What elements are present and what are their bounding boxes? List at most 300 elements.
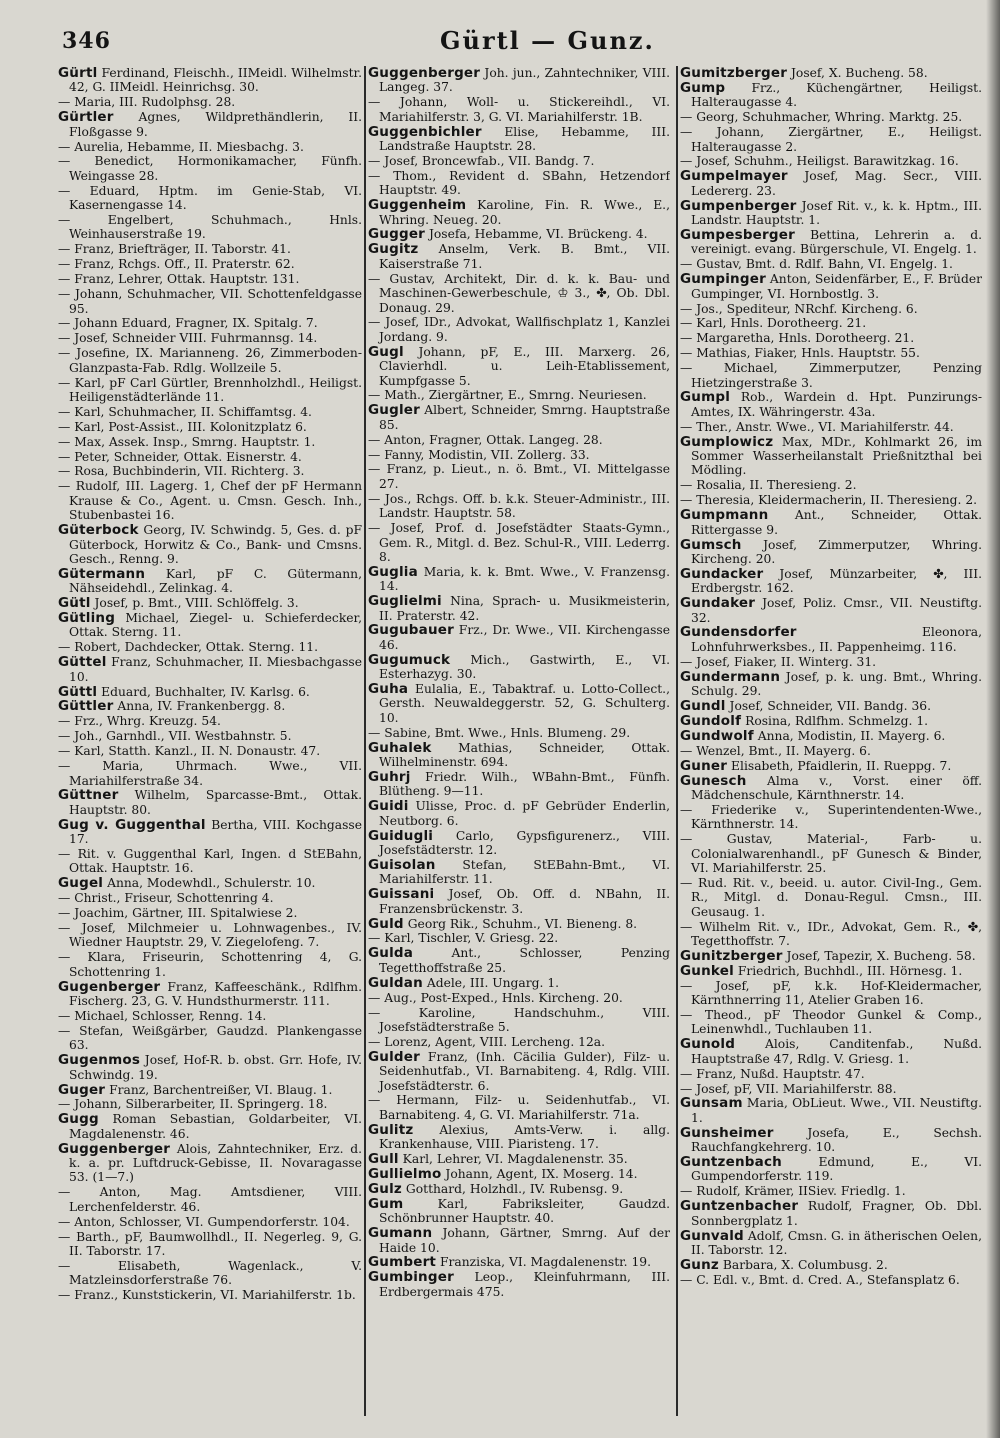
entry-surname: Gumplowicz: [680, 433, 774, 450]
directory-entry: [58, 655, 362, 684]
entry-details: Karoline, Fin. R. Wwe., E., Whring. Neueg. 20.: [379, 198, 670, 227]
entry-surname: Guldan: [368, 974, 423, 991]
entry-details: — Lorenz, Agent, VIII. Lercheng. 12a.: [368, 1034, 606, 1049]
entry-surname: Gütermann: [58, 565, 146, 582]
entry-details: Agnes, Wildprethändlerin, II. Floßgasse 9.: [69, 110, 362, 139]
directory-entry: [58, 435, 362, 449]
entry-surname: Guissani: [368, 886, 435, 903]
entry-surname: Gumpmann: [680, 507, 769, 524]
entry-surname: Güttner: [58, 787, 119, 804]
directory-entry: [58, 331, 362, 345]
entry-details: — Friederike v., Superintendenten-Wwe., Kärnthnerstr. 14.: [680, 802, 982, 832]
column-divider: [364, 66, 366, 1416]
directory-entry: [680, 567, 982, 596]
entry-details: Mathias, Schneider, Ottak. Wilhelminenstr. 694.: [379, 740, 670, 770]
column-2: [368, 66, 670, 1426]
entry-details: — Gustav, Bmt. d. Rdlf. Bahn, VI. Engelg. 1.: [680, 257, 953, 272]
entry-details: Alma v., Vorst. einer öff. Mädchenschule, Kärnthnerstr. 14.: [691, 773, 982, 802]
entry-details: Josef, Mag. Secr., VIII. Ledererg. 23.: [691, 169, 982, 198]
directory-entry: [58, 346, 362, 375]
entry-surname: Gunold: [680, 1036, 736, 1053]
entry-details: Friedrich, Buchhdl., III. Hörnesg. 1.: [737, 963, 963, 978]
directory-entry: [680, 302, 982, 316]
entry-details: Roman Sebastian, Goldarbeiter, VI. Magdalenenstr. 46.: [69, 1112, 362, 1141]
entry-details: — Rudolf, III. Lagerg. 1, Chef der pF Hermann Krause & Co., Agent. u. Cmsn. Gesch. Inh., Stubenbastei 16.: [58, 479, 362, 523]
entry-details: — Mathias, Fiaker, Hnls. Hauptstr. 55.: [680, 346, 920, 361]
directory-entry: [680, 478, 982, 492]
directory-entry: [58, 464, 362, 478]
directory-entry: [680, 714, 982, 728]
directory-entry: [58, 1259, 362, 1288]
entry-surname: Guhrj: [368, 769, 411, 785]
entry-details: — Margaretha, Hnls. Dorotheerg. 21.: [680, 331, 915, 346]
directory-entry: [58, 1215, 362, 1229]
directory-entry: [58, 66, 362, 95]
entry-details: Josefa, E., Sechsh. Rauchfangkehrerg. 10.: [691, 1125, 982, 1155]
directory-entry: [680, 361, 982, 390]
directory-entry: [680, 538, 982, 567]
directory-entry: [680, 154, 982, 168]
entry-surname: Gugitz: [368, 241, 419, 258]
entry-details: — Johann Eduard, Fragner, IX. Spitalg. 7.: [58, 316, 318, 331]
directory-entry: [58, 950, 362, 979]
directory-entry: [58, 405, 362, 419]
directory-entry: [368, 917, 670, 931]
entry-details: — Franz, Lehrer, Ottak. Hauptstr. 131.: [58, 272, 300, 287]
entry-surname: Gulder: [368, 1048, 420, 1065]
directory-entry: [368, 1050, 670, 1093]
entry-details: — Josef, IDr., Advokat, Wallfischplatz 1, Kanzlei Jordang. 9.: [368, 315, 670, 344]
entry-details: — Fanny, Modistin, VII. Zollerg. 33.: [368, 447, 590, 462]
page-edge-shadow: [986, 0, 1000, 1438]
entry-details: Franz, Kaffeeschänk., Rdlfhm. Fischerg. 23, G. V. Hundsthurmerstr. 111.: [69, 979, 362, 1009]
directory-entry: [680, 1126, 982, 1155]
entry-surname: Gugenberger: [58, 978, 161, 995]
entry-details: Franziska, VI. Magdalenenstr. 19.: [440, 1255, 652, 1270]
directory-entry: [680, 1229, 982, 1258]
entry-details: Joh. jun., Zahntechniker, VIII. Langeg. 37.: [379, 66, 670, 95]
entry-details: — Math., Ziergärtner, E., Smrng. Neuriesen.: [368, 388, 647, 403]
entry-surname: Gumbinger: [368, 1269, 454, 1286]
directory-entry: [368, 799, 670, 828]
entry-surname: Güttler: [58, 698, 114, 715]
directory-entry: [58, 376, 362, 405]
entry-details: — Barth., pF, Baumwollhdl., II. Negerleg. 9, G. II. Taborstr. 17.: [58, 1229, 362, 1258]
directory-entry: [680, 949, 982, 963]
directory-entry: [58, 213, 362, 242]
directory-entry: [368, 1182, 670, 1196]
entry-details: Ulisse, Proc. d. pF Gebrüder Enderlin, Neutborg. 6.: [379, 799, 670, 828]
entry-surname: Gürtl: [58, 66, 98, 81]
directory-entry: [368, 887, 670, 916]
directory-entry: [58, 184, 362, 213]
entry-surname: Gulz: [368, 1180, 402, 1197]
entry-details: — Theresia, Kleidermacherin, II. Theresieng. 2.: [680, 493, 978, 508]
page-header: [0, 20, 1000, 60]
directory-entry: [680, 670, 982, 699]
entry-details: — Rosa, Buchbinderin, VII. Richterg. 3.: [58, 464, 305, 479]
entry-details: Josef, Zimmerputzer, Whring. Kircheng. 20.: [691, 537, 982, 566]
entry-details: Josefa, Hebamme, VI. Brückeng. 4.: [428, 227, 648, 242]
directory-entry: [368, 242, 670, 271]
directory-entry: [58, 729, 362, 743]
entry-details: — Josef, Broncewfab., VII. Bandg. 7.: [368, 153, 595, 168]
entry-details: — Thom., Revident d. SBahn, Hetzendorf Hauptstr. 49.: [368, 168, 670, 198]
entry-details: — Rudolf, Krämer, IISiev. Friedlg. 1.: [680, 1184, 906, 1199]
entry-details: — Anton, Mag. Amtsdiener, VIII. Lerchenfelderstr. 46.: [58, 1185, 362, 1214]
directory-entry: [680, 1096, 982, 1125]
entry-details: — Josef, Prof. d. Josefstädter Staats-Gymn., Gem. R., Mitgl. d. Bez. Schul-R., VIII. Lederrg. 8.: [368, 521, 670, 564]
entry-details: — Franz, Briefträger, II. Taborstr. 41.: [58, 242, 291, 257]
directory-entry: [680, 979, 982, 1008]
entry-details: — Aurelia, Hebamme, II. Miesbachg. 3.: [58, 139, 304, 154]
entry-details: — Maria, III. Rudolphsg. 28.: [58, 95, 236, 110]
entry-details: — Johann, Ziergärtner, E., Heiligst. Halteraugasse 2.: [680, 125, 982, 154]
entry-details: Eleonora, Lohnfuhrwerksbes., II. Pappenheimg. 116.: [691, 625, 982, 654]
directory-entry: [680, 125, 982, 154]
directory-entry: [368, 169, 670, 198]
directory-entry: [58, 744, 362, 758]
entry-surname: Gugler: [368, 402, 420, 419]
entry-details: Wilhelm, Sparcasse-Bmt., Ottak. Hauptstr. 80.: [69, 788, 362, 817]
directory-entry: [368, 858, 670, 887]
entry-surname: Güttl: [58, 683, 98, 700]
entry-details: — Josef, Fiaker, II. Winterg. 31.: [680, 654, 877, 669]
directory-entry: [368, 521, 670, 564]
entry-details: — Rosalia, II. Theresieng. 2.: [680, 478, 857, 493]
directory-entry: [58, 1024, 362, 1053]
directory-entry: [58, 611, 362, 640]
entry-details: Stefan, StEBahn-Bmt., VI. Mariahilferstr. 11.: [379, 857, 670, 887]
entry-details: — Karoline, Handschuhm., VIII. Josefstädterstraße 5.: [368, 1005, 670, 1034]
directory-entry: [58, 1185, 362, 1214]
entry-details: — Karl, Schuhmacher, II. Schiffamtsg. 4.: [58, 404, 312, 419]
entry-details: — Benedict, Hormonikamacher, Fünfh. Weingasse 28.: [58, 154, 362, 183]
entry-details: Rob., Wardein d. Hpt. Punzirungs-Amtes, IX. Währingerstr. 43a.: [691, 390, 982, 419]
directory-entry: [368, 1152, 670, 1166]
entry-details: — Christ., Friseur, Schottenring 4.: [58, 891, 274, 906]
entry-surname: Güterbock: [58, 522, 139, 539]
directory-entry: [368, 682, 670, 725]
entry-surname: Gumpenberger: [680, 197, 797, 214]
directory-entry: [58, 523, 362, 566]
entry-details: Ant., Schneider, Ottak. Rittergasse 9.: [691, 508, 982, 537]
entry-details: Anselm, Verk. B. Bmt., VII. Kaiserstraße 71.: [379, 242, 670, 271]
directory-entry: [58, 287, 362, 316]
entry-details: Anton, Seidenfärber, E., F. Brüder Gumpinger, VI. Hornbostlg. 3.: [691, 272, 982, 301]
entry-surname: Gundacker: [680, 565, 764, 582]
entry-details: Anna, IV. Frankenbergg. 8.: [117, 699, 286, 714]
entry-details: — Jos., Rchgs. Off. b. k.k. Steuer-Administr., III. Landstr. Hauptstr. 58.: [368, 491, 670, 521]
entry-surname: Gullielmo: [368, 1165, 442, 1182]
entry-details: — Johann, Silberarbeiter, II. Springerg. 18.: [58, 1097, 328, 1112]
entry-details: Josef, Schneider, VII. Bandg. 36.: [729, 698, 932, 713]
directory-entry: [58, 154, 362, 183]
directory-entry: [58, 567, 362, 596]
entry-details: Anna, Modistin, II. Mayerg. 6.: [757, 728, 946, 743]
directory-entry: [368, 991, 670, 1005]
directory-entry: [58, 479, 362, 522]
directory-entry: [680, 964, 982, 978]
directory-entry: [680, 744, 982, 758]
directory-entry: [680, 81, 982, 110]
entry-details: Josef, Poliz. Cmsr., VII. Neustiftg. 32.: [691, 596, 982, 625]
directory-entry: [368, 1270, 670, 1299]
directory-entry: [680, 493, 982, 507]
column-3: [680, 66, 982, 1426]
directory-entry: [368, 95, 670, 124]
entry-details: — Frz., Whrg. Kreuzg. 54.: [58, 714, 221, 729]
entry-surname: Gunesch: [680, 772, 747, 789]
directory-entry: [58, 1142, 362, 1185]
entry-surname: Guisolan: [368, 856, 436, 873]
entry-surname: Guld: [368, 915, 404, 932]
entry-details: Adolf, Cmsn. G. in ätherischen Oelen, II. Taborstr. 12.: [691, 1228, 982, 1257]
directory-entry: [680, 625, 982, 654]
directory-entry: [368, 433, 670, 447]
directory-entry: [58, 450, 362, 464]
entry-surname: Gumann: [368, 1225, 433, 1242]
entry-surname: Gug v. Guggenthal: [58, 816, 206, 833]
column-1: [58, 66, 362, 1426]
entry-details: Rudolf, Fragner, Ob. Dbl. Sonnbergplatz 1.: [691, 1199, 982, 1228]
entry-details: Josef, X. Bucheng. 58.: [790, 66, 928, 80]
entry-details: Anna, Modewhdl., Schulerstr. 10.: [107, 876, 316, 891]
entry-details: Josef, p. Bmt., VIII. Schlöffelg. 3.: [94, 596, 299, 611]
directory-entry: [368, 227, 670, 241]
entry-details: — Josef, pF, k.k. Hof-Kleidermacher, Kärnthnerring 11, Atelier Graben 16.: [680, 978, 982, 1008]
entry-details: — C. Edl. v., Bmt. d. Cred. A., Stefansplatz 6.: [680, 1272, 960, 1287]
entry-surname: Guntzenbach: [680, 1154, 782, 1171]
entry-details: Maria, ObLieut. Wwe., VII. Neustiftg. 1.: [691, 1096, 982, 1125]
entry-surname: Gundwolf: [680, 727, 754, 744]
entry-details: Frz., Dr. Wwe., VII. Kirchengasse 46.: [379, 623, 670, 652]
entry-details: — Rud. Rit. v., beeid. u. autor. Civil-Ing., Gem. R., Mitgl. d. Donau-Regul. Cmsn., III. Geusaug. 1.: [680, 875, 982, 919]
directory-entry: [58, 685, 362, 699]
entry-surname: Gunsheimer: [680, 1124, 774, 1141]
entry-surname: Gugubauer: [368, 622, 454, 639]
directory-entry: [58, 140, 362, 154]
directory-entry: [368, 565, 670, 594]
directory-entry: [680, 1008, 982, 1037]
entry-details: — Wenzel, Bmt., II. Mayerg. 6.: [680, 743, 871, 758]
entry-surname: Gull: [368, 1151, 399, 1168]
entry-surname: Gundermann: [680, 668, 781, 685]
entry-details: — Stefan, Weißgärber, Gaudzd. Plankengasse 63.: [58, 1023, 362, 1053]
entry-details: — Johann, Woll- u. Stickereihdl., VI. Mariahilferstr. 3, G. VI. Mariahilferstr. 1B.: [368, 95, 670, 124]
directory-entry: [680, 1155, 982, 1184]
entry-details: Ferdinand, Fleischh., IIMeidl. Wilhelmstr. 42, G. IIMeidl. Heinrichsg. 30.: [69, 66, 362, 95]
entry-details: Carlo, Gypsfigurenerz., VIII. Josefstädterstr. 12.: [379, 828, 670, 858]
entry-details: Karl, Lehrer, VI. Magdalenenstr. 35.: [402, 1152, 628, 1167]
directory-entry: [680, 832, 982, 875]
entry-surname: Gump: [680, 79, 726, 96]
entry-surname: Gulda: [368, 945, 414, 962]
entry-surname: Guglia: [368, 563, 418, 580]
entry-details: — Karl, Hnls. Dorotheerg. 21.: [680, 316, 867, 331]
directory-entry: [368, 388, 670, 402]
entry-surname: Gugg: [58, 1111, 99, 1128]
directory-entry: [58, 1112, 362, 1141]
entry-details: — Johann, Schuhmacher, VII. Schottenfeldgasse 95.: [58, 287, 362, 316]
entry-surname: Guner: [680, 757, 728, 774]
running-head: Gürtl — Gunz.: [440, 26, 655, 55]
entry-surname: Gumitzberger: [680, 66, 788, 81]
entry-surname: Gugl: [368, 343, 404, 360]
entry-surname: Gum: [368, 1195, 404, 1212]
directory-entry: [368, 1093, 670, 1122]
entry-surname: Gugger: [368, 226, 426, 243]
entry-details: Michael, Ziegel- u. Schieferdecker, Ottak. Sterng. 11.: [69, 611, 362, 640]
entry-details: — Karl, Post-Assist., III. Kolonitzplatz 6.: [58, 419, 307, 434]
directory-entry: [680, 1273, 982, 1287]
entry-details: — Georg, Schuhmacher, Whring. Marktg. 25.: [680, 110, 963, 125]
directory-entry: [680, 272, 982, 301]
entry-surname: Gütl: [58, 595, 91, 612]
directory-entry: [368, 1006, 670, 1035]
entry-details: — Ther., Anstr. Wwe., VI. Mariahilferstr. 44.: [680, 419, 954, 434]
entry-details: Eduard, Buchhalter, IV. Karlsg. 6.: [101, 684, 310, 699]
directory-entry: [368, 1123, 670, 1152]
directory-entry: [368, 1167, 670, 1181]
entry-details: Josef, Ob. Off. d. NBahn, II. Franzensbrückenstr. 3.: [379, 887, 670, 916]
entry-surname: Gumsch: [680, 536, 742, 553]
directory-entry: [58, 640, 362, 654]
entry-details: — Peter, Schneider, Ottak. Eisnerstr. 4.: [58, 449, 302, 464]
directory-entry: [368, 345, 670, 388]
entry-surname: Guglielmi: [368, 593, 442, 610]
directory-entry: [680, 1067, 982, 1081]
entry-details: Frz., Küchengärtner, Heiligst. Halteraugasse 4.: [691, 80, 982, 110]
directory-entry: [368, 1226, 670, 1255]
directory-entry: [368, 770, 670, 799]
entry-details: Johann, pF, E., III. Marxerg. 26, Clavierhdl. u. Leih-Etablissement, Kumpfgasse 5.: [379, 344, 670, 388]
entry-details: — Gustav, Architekt, Dir. d. k. k. Bau- und Maschinen-Gewerbeschule, ♔ 3., ✤, Ob. Dbl. Donaug. 29.: [368, 271, 670, 315]
entry-surname: Gunkel: [680, 962, 734, 979]
entry-surname: Gumpesberger: [680, 226, 795, 243]
page-number: 346: [62, 28, 111, 54]
entry-surname: Gumbert: [368, 1254, 437, 1271]
entry-details: — Klara, Friseurin, Schottenring 4, G. Schottenring 1.: [58, 950, 362, 979]
directory-entry: [680, 729, 982, 743]
entry-surname: Gundl: [680, 697, 726, 714]
directory-entry: [368, 448, 670, 462]
directory-entry: [680, 346, 982, 360]
entry-details: — Josef, Milchmeier u. Lohnwagenbes., IV. Wiedner Hauptstr. 29, V. Ziegelofeng. 7.: [58, 921, 362, 950]
directory-entry: [58, 1097, 362, 1111]
entry-details: — Robert, Dachdecker, Ottak. Sterng. 11.: [58, 640, 319, 655]
directory-entry: [58, 257, 362, 271]
entry-details: Georg, IV. Schwindg. 5, Ges. d. pF Güterbock, Horwitz & Co., Bank- und Cmsns. Gesch., Renng. 9.: [69, 523, 362, 566]
directory-entry: [58, 1230, 362, 1259]
entry-details: Franz, (Inh. Cäcilia Gulder), Filz- u. Seidenhutfab., VI. Barnabiteng. 4, Rdlg. VIII. Josefstädterstr. 6.: [379, 1049, 670, 1093]
directory-entry: [680, 876, 982, 919]
entry-details: — Joachim, Gärtner, III. Spitalwiese 2.: [58, 906, 298, 921]
entry-details: Maria, k. k. Bmt. Wwe., V. Franzensg. 14.: [379, 564, 670, 594]
directory-entry: [680, 759, 982, 773]
entry-details: — Karl, Tischler, V. Griesg. 22.: [368, 931, 559, 946]
entry-details: Georg Rik., Schuhm., VI. Bieneng. 8.: [407, 916, 638, 931]
directory-entry: [58, 759, 362, 788]
directory-entry: [58, 1053, 362, 1082]
entry-details: Johann, Agent, IX. Moserg. 14.: [445, 1166, 638, 1181]
entry-surname: Gumpinger: [680, 271, 766, 288]
entry-surname: Gugel: [58, 875, 104, 892]
directory-entry: [680, 508, 982, 537]
entry-details: — Maria, Uhrmach. Wwe., VII. Mariahilferstraße 34.: [58, 759, 362, 788]
entry-surname: Guggenbichler: [368, 123, 482, 140]
entry-details: Edmund, E., VI. Gumpendorferstr. 119.: [691, 1155, 982, 1184]
entry-details: — Anton, Fragner, Ottak. Langeg. 28.: [368, 432, 603, 447]
directory-entry: [680, 169, 982, 198]
entry-details: — Josef, pF, VII. Mariahilferstr. 88.: [680, 1081, 897, 1096]
directory-entry: [58, 876, 362, 890]
entry-details: — Rit. v. Guggenthal Karl, Ingen. d StEBahn, Ottak. Hauptstr. 16.: [58, 847, 362, 876]
entry-surname: Gugumuck: [368, 651, 451, 668]
directory-entry: [368, 623, 670, 652]
entry-details: — Hermann, Filz- u. Seidenhutfab., VI. Barnabiteng. 4, G. VI. Mariahilferstr. 71a.: [368, 1093, 670, 1122]
directory-entry: [58, 272, 362, 286]
entry-details: Josef, p. k. ung. Bmt., Whring. Schulg. 29.: [691, 669, 982, 699]
directory-entry: [368, 726, 670, 740]
directory-entry: [680, 390, 982, 419]
entry-details: — Gustav, Material-, Farb- u. Colonialwarenhandl., pF Gunesch & Binder, VI. Mariahilferstr. 25.: [680, 832, 982, 875]
directory-entry: [680, 1199, 982, 1228]
entry-surname: Gütling: [58, 610, 116, 627]
entry-details: Gotthard, Holzhdl., IV. Rubensg. 9.: [405, 1181, 624, 1196]
entry-details: Friedr. Wilh., WBahn-Bmt., Fünfh. Blütheng. 9—11.: [379, 770, 670, 799]
entry-surname: Gürtler: [58, 109, 114, 126]
directory-entry: [368, 931, 670, 945]
directory-entry: [368, 946, 670, 975]
directory-entry: [368, 492, 670, 521]
entry-details: — Michael, Schlosser, Renng. 14.: [58, 1009, 267, 1023]
directory-entry: [368, 829, 670, 858]
entry-details: — Engelbert, Schuhmach., Hnls. Weinhauserstraße 19.: [58, 213, 362, 242]
entry-details: Josef, Hof-R. b. obst. Grr. Hofe, IV. Schwindg. 19.: [69, 1053, 362, 1082]
directory-entry: [680, 774, 982, 803]
directory-entry: [368, 594, 670, 623]
entry-details: Bertha, VIII. Kochgasse 17.: [69, 817, 362, 847]
directory-entry: [680, 1184, 982, 1198]
directory-entry: [58, 242, 362, 256]
directory-entry: [58, 596, 362, 610]
directory-entry: [680, 1037, 982, 1066]
directory-entry: [58, 316, 362, 330]
directory-entry: [58, 891, 362, 905]
entry-surname: Guhalek: [368, 739, 432, 756]
entry-details: Alois, Zahntechniker, Erz. d. k. a. pr. Luftdruck-Gebisse, II. Novaragasse 53. (1—7.): [69, 1141, 362, 1185]
entry-details: Mich., Gastwirth, E., VI. Esterhazyg. 30.: [379, 652, 670, 682]
entry-details: — Eduard, Hptm. im Genie-Stab, VI. Kasernengasse 14.: [58, 183, 362, 213]
entry-details: Franz, Barchentreißer, VI. Blaug. 1.: [109, 1082, 333, 1097]
entry-details: Albert, Schneider, Smrng. Hauptstraße 85.: [379, 403, 670, 432]
directory-entry: [680, 199, 982, 228]
directory-entry: [680, 655, 982, 669]
directory-entry: [58, 420, 362, 434]
directory-entry: [58, 906, 362, 920]
entry-details: Alois, Canditenfab., Nußd. Hauptstraße 47, Rdlg. V. Griesg. 1.: [691, 1037, 982, 1066]
entry-surname: Guntzenbacher: [680, 1198, 799, 1215]
entry-details: Elise, Hebamme, III. Landstraße Hauptstr. 28.: [379, 124, 670, 154]
directory-entry: [680, 920, 982, 949]
directory-entry: [680, 257, 982, 271]
directory-entry: [58, 1288, 362, 1302]
directory-entry: [680, 110, 982, 124]
entry-details: — Franz, Nußd. Hauptstr. 47.: [680, 1066, 865, 1081]
entry-details: Nina, Sprach- u. Musikmeisterin, II. Praterstr. 42.: [379, 594, 670, 623]
directory-entry: [680, 331, 982, 345]
